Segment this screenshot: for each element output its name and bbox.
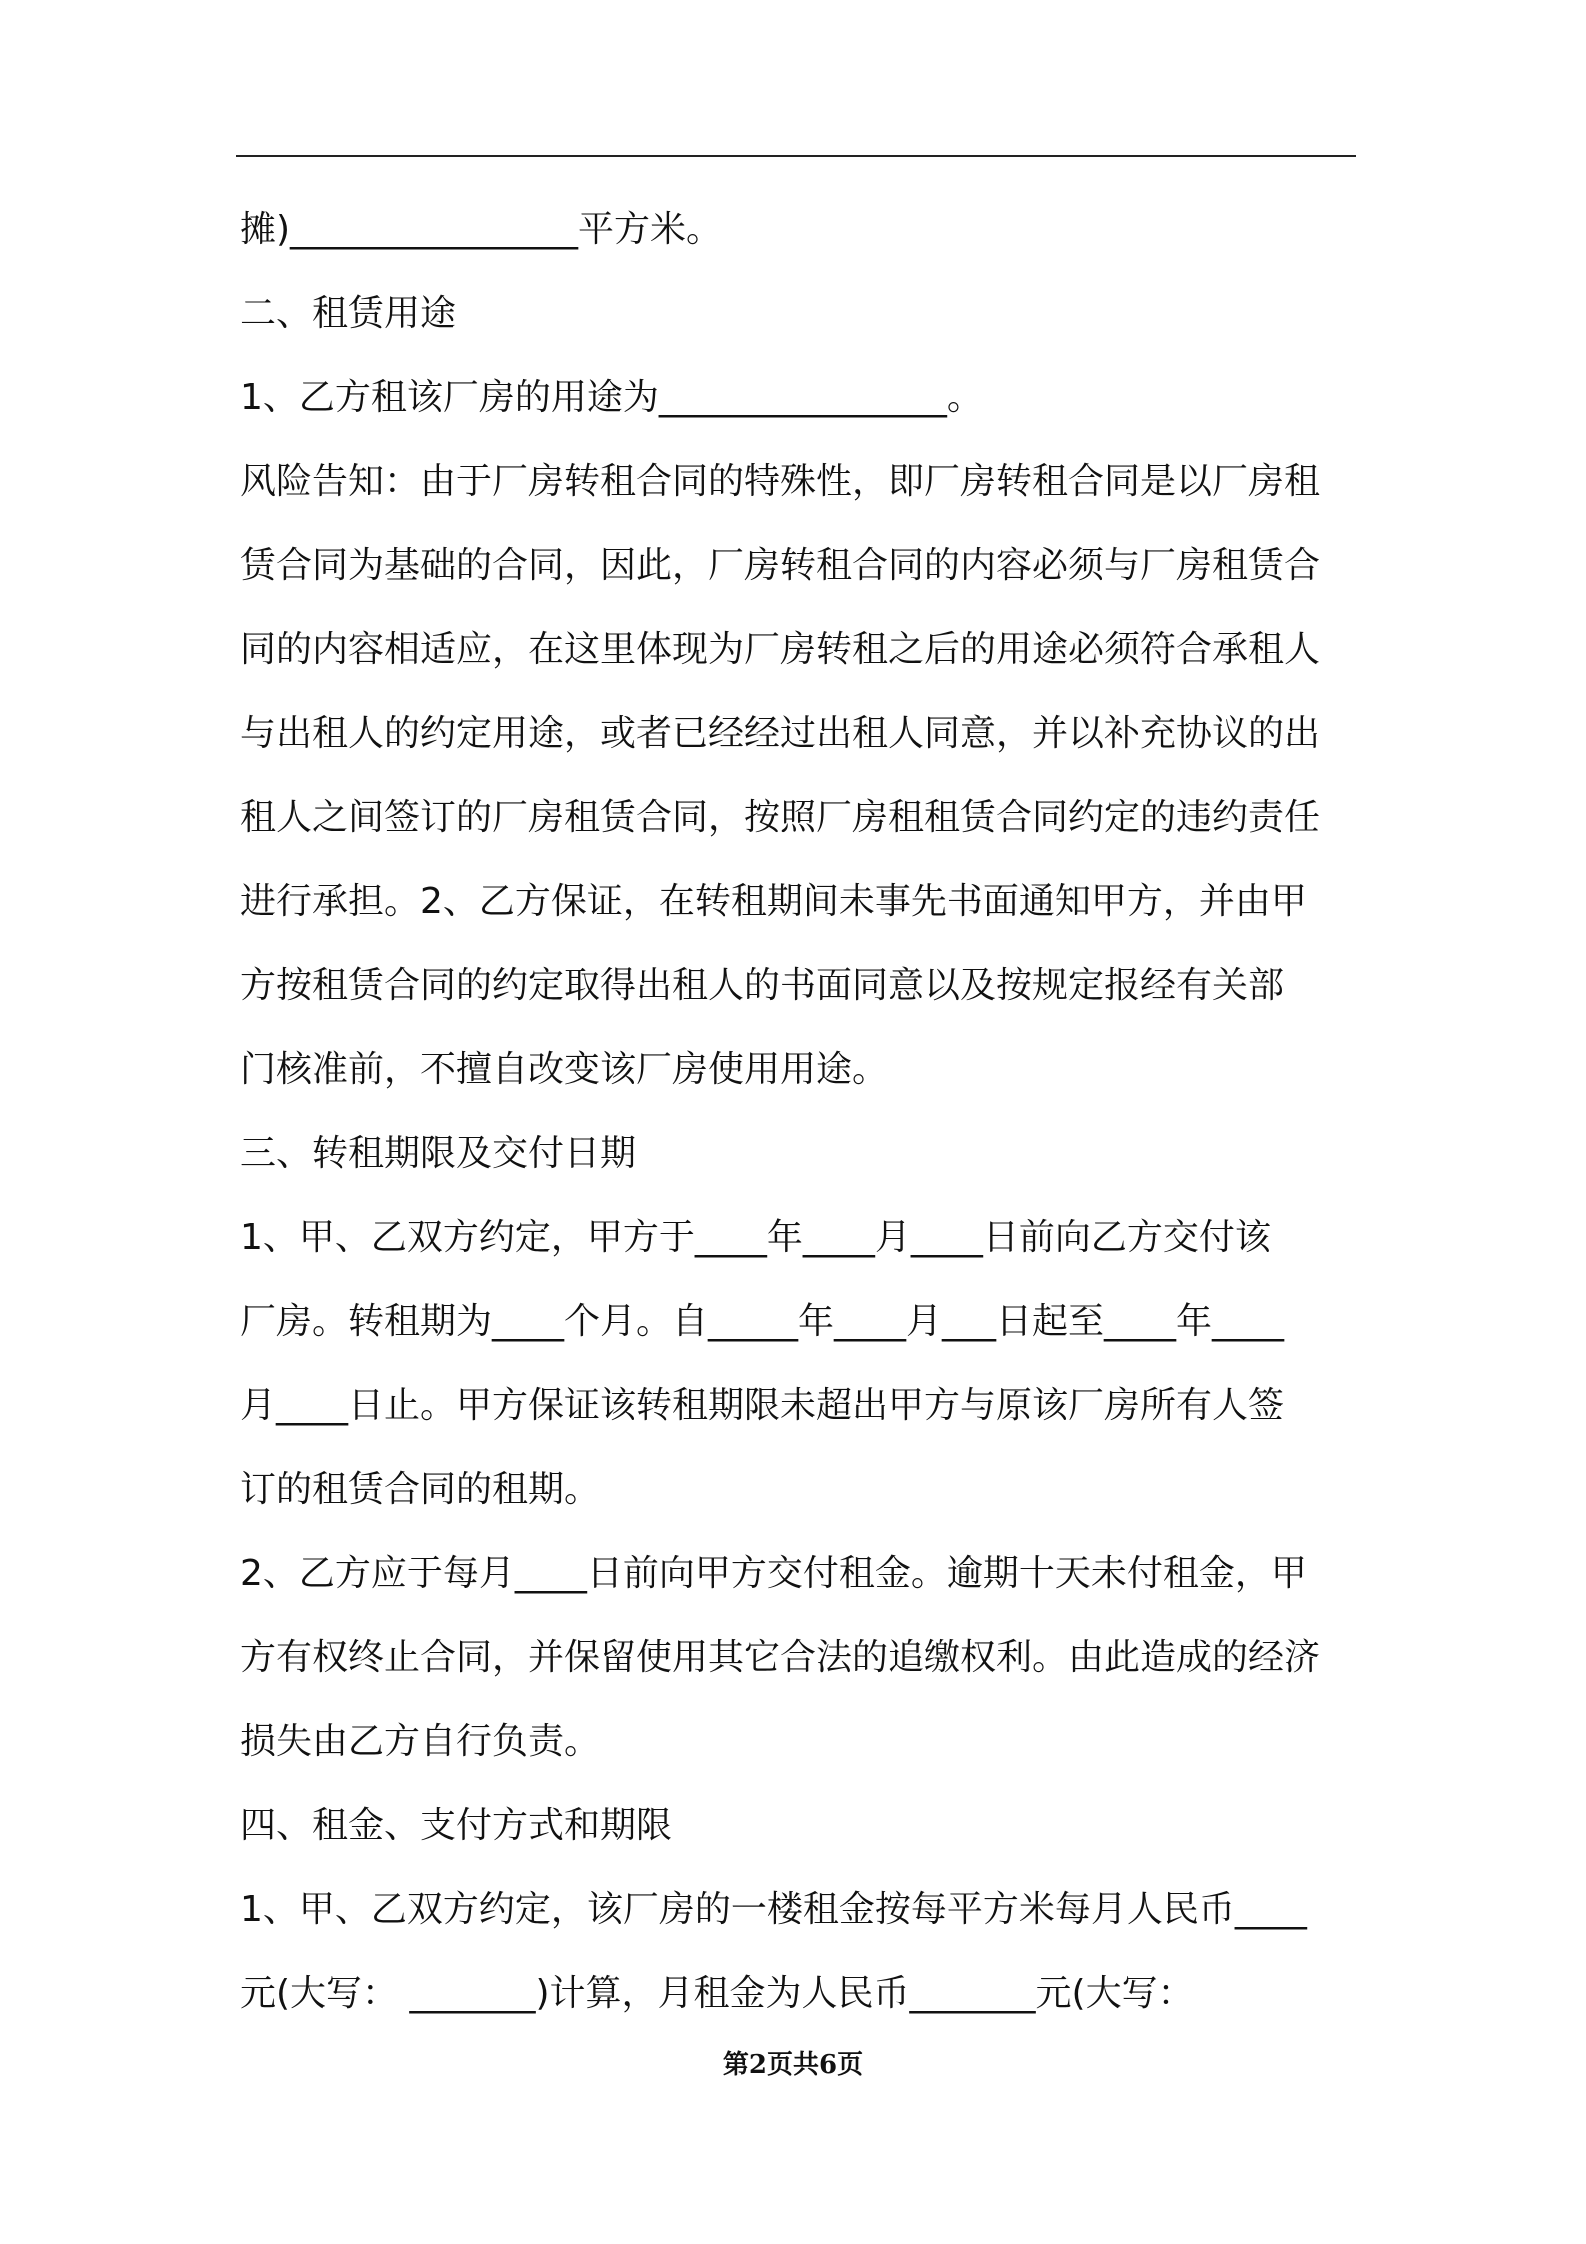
body-text-line: 1、甲、乙双方约定，该厂房的一楼租金按每平方米每月人民币____ — [240, 1889, 1307, 1930]
body-text-line: 方有权终止合同，并保留使用其它合法的追缴权利。由此造成的经济 — [240, 1637, 1321, 1678]
body-text-line: 1、甲、乙双方约定，甲方于____年____月____日前向乙方交付该 — [240, 1217, 1271, 1258]
page-number-footer: 第2页共6页 — [722, 2050, 864, 2080]
body-text-line: 方按租赁合同的约定取得出租人的书面同意以及按规定报经有关部 — [240, 965, 1285, 1006]
body-text-line: 厂房。转租期为____个月。自_____年____月___日起至____年____ — [240, 1301, 1285, 1342]
body-text-line: 摊)________________平方米。 — [240, 209, 723, 250]
header-rule — [236, 155, 1356, 157]
body-text-line: 1、乙方租该厂房的用途为________________。 — [240, 377, 983, 418]
body-text-line: 元(大写： _______)计算，月租金为人民币_______元(大写： — [240, 1973, 1194, 2014]
section-heading: 四、租金、支付方式和期限 — [240, 1805, 673, 1846]
body-text-line: 赁合同为基础的合同，因此，厂房转租合同的内容必须与厂房租赁合 — [240, 545, 1321, 586]
body-text-line: 2、乙方应于每月____日前向甲方交付租金。逾期十天未付租金，甲 — [240, 1553, 1307, 1594]
section-heading: 二、租赁用途 — [240, 293, 457, 334]
body-text-line: 风险告知：由于厂房转租合同的特殊性，即厂房转租合同是以厂房租 — [240, 461, 1321, 502]
body-text-line: 进行承担。2、乙方保证，在转租期间未事先书面通知甲方，并由甲 — [240, 881, 1307, 922]
body-text-line: 门核准前，不擅自改变该厂房使用用途。 — [240, 1049, 889, 1090]
body-text-line: 月____日止。甲方保证该转租期限未超出甲方与原该厂房所有人签 — [240, 1385, 1285, 1426]
body-text-line: 订的租赁合同的租期。 — [240, 1469, 601, 1510]
section-heading: 三、转租期限及交付日期 — [240, 1133, 637, 1174]
body-text-line: 与出租人的约定用途，或者已经经过出租人同意，并以补充协议的出 — [240, 713, 1321, 754]
body-text-line: 损失由乙方自行负责。 — [240, 1721, 601, 1762]
body-text-line: 同的内容相适应，在这里体现为厂房转租之后的用途必须符合承租人 — [240, 629, 1321, 670]
body-text-line: 租人之间签订的厂房租赁合同，按照厂房租租赁合同约定的违约责任 — [240, 797, 1321, 838]
